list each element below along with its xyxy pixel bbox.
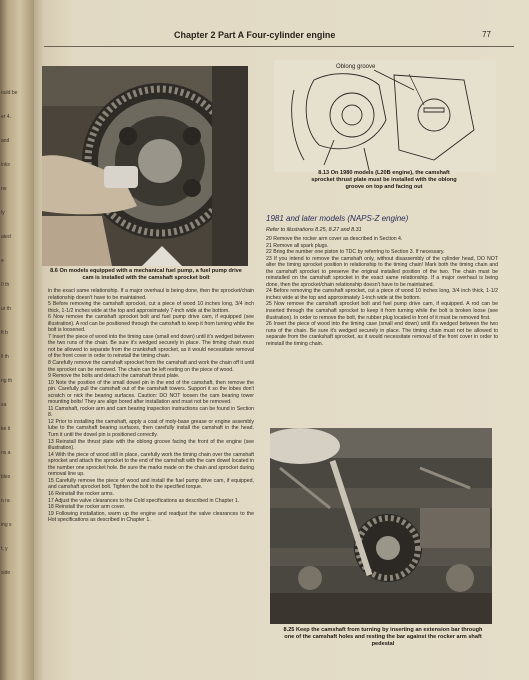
left-page-fragment: inks	[1, 162, 10, 168]
sprocket-photo-illustration	[42, 66, 248, 266]
left-page-fragment: e	[1, 258, 4, 264]
paragraph: 5 Before removing the camshaft sprocket, cut a piece of wood 10 inches long, 3/4 inch thick, 1-1/2 inches wide at the top and approximately 7-inch wide at the bottom.	[48, 301, 254, 314]
adjacent-page-edge	[0, 0, 34, 680]
left-page-fragment: 0 th	[1, 282, 10, 288]
right-column-text	[266, 236, 498, 347]
left-page-fragment: bles	[1, 474, 11, 480]
paragraph: 15 Carefully remove the piece of wood and install the fuel pump drive cam, if equipped, and camshaft sprocket bolt. Tighten the bolt to the specified torque.	[48, 477, 254, 491]
figure-8-13-caption: 8.13 On 1980 models (L20B engine), the camshaft sprocket thrust plate must be installed with the oblong groove on top and facing out	[311, 170, 457, 190]
paragraph: 11 Camshaft, rocker arm and cam bearing inspection instructions can be found in Section 8.	[48, 405, 254, 419]
left-page-fragment: ng th	[1, 378, 13, 384]
left-page-fragment: ould be	[1, 90, 18, 96]
figure-8-25-caption: 8.25 Keep the camshaft from turning by inserting an extension bar through one of the camshaft holes and resting the bar against the rocker arm shaft pedestal	[283, 627, 483, 647]
figure-8-6-photo	[42, 66, 248, 266]
paragraph: 17 Adjust the valve clearances to the Cold specifications as described in Chapter 1.	[48, 497, 240, 504]
paragraph: 14 With the piece of wood still in place, carefully work the timing chain over the camshaft sprocket and attach the sprocket to the end of the camshaft with the cam dowel located in the number one sprocket hole. Be sure the marks made on the chain and sprocket during removal line up.	[48, 451, 254, 478]
figure-8-13-drawing	[274, 60, 496, 172]
paragraph: 25 Now remove the camshaft sprocket bolt and fuel pump drive cam, if equipped. A rod can be inserted through the camshaft sprocket to keep it from turning while the bolt is broken loose (see illustration). In order to remove the bolt, the rubber plug located in front of it must be removed first.	[266, 301, 498, 321]
page-header	[34, 30, 529, 46]
paragraph: 23 If you intend to remove the camshaft only, without disassembly of the cylinder head, DO NOT alter the timing sprocket position in relationship to the timing chain! Mark both the timing chain and the camshaft sprocket to preserve the original installed position of the two. The chain must be reinstalled on the camshaft sprocket in the exact same relationship. If a major overhaul is being done, then the sprocket/chain relationship doesn't have to be maintained.	[266, 255, 498, 288]
paragraph: 6 Now remove the camshaft sprocket bolt and fuel pump drive cam, if equipped (see illustration). A rod can be positioned through the camshaft to keep it from turning while the bolt is loosened.	[48, 314, 254, 334]
left-page-fragment: sa	[1, 402, 7, 408]
paragraph: 12 Prior to installing the camshaft, apply a coat of moly-base grease or engine assembly lube to the camshaft bearing surfaces, then carefully install the camshaft in the head. Turn it until the dowel pin is positioned correctly.	[48, 418, 254, 439]
page-number: 77	[482, 30, 491, 39]
paragraph: in the exact same relationship. If a major overhaul is being done, then the sprocket/chain relationship doesn't have to be maintained.	[48, 288, 254, 301]
left-page-fragment: ly	[1, 210, 5, 216]
left-page-fragment: ur th	[1, 306, 12, 312]
left-page-fragment: ing s	[1, 522, 12, 528]
left-page-fragment: ft b	[1, 330, 8, 336]
paragraph: 9 Remove the bolts and detach the camshaft thrust plate.	[48, 373, 180, 380]
left-page-fragment: er 4.	[1, 114, 12, 120]
paragraph: 22 Bring the number one piston to TDC by referring to Section 3. If necessary.	[266, 249, 445, 256]
left-page-fragment: ke ti	[1, 426, 11, 432]
left-page-fragment: and	[1, 138, 10, 144]
paragraph: 20 Remove the rocker arm cover as described in Section 4.	[266, 236, 403, 242]
figure-8-25-photo	[270, 428, 492, 624]
left-page-fragment: ll th	[1, 354, 9, 360]
manual-page	[34, 0, 529, 680]
left-page-fragment: side	[1, 570, 11, 576]
paragraph: 8 Carefully remove the camshaft sprocket from the camshaft and work the chain off it until the sprocket can be removed. The chain can be left resting on the piece of wood.	[48, 360, 254, 373]
thrust-plate-line-drawing	[274, 60, 496, 172]
paragraph: 13 Reinstall the thrust plate with the oblong groove facing the front of the engine (see illustration).	[48, 438, 254, 452]
left-page-fragment: ne	[1, 186, 7, 192]
section-heading: 1981 and later models (NAPS-Z engine)	[266, 214, 409, 223]
paragraph: 10 Note the position of the small dowel pin in the end of the camshaft, then remove the pin. Carefully pull the camshaft out of the camshaft towers. Support it so the lobes don't scratch or nick the bearing surfaces. Caution: DO NOT loosen the cam bearing tower mounting bolts! They are align bored after installation and must not be removed.	[48, 379, 254, 406]
engine-photo-illustration	[270, 428, 492, 624]
left-page-fragment: n ra	[1, 498, 10, 504]
paragraph: 18 Reinstall the rocker arm cover.	[48, 504, 126, 511]
oblong-groove-callout: Oblong groove	[336, 64, 376, 70]
left-column-text	[48, 288, 254, 524]
paragraph: 24 Before removing the camshaft sprocket, cut a piece of wood 10 inches long, 3/4 inch thick, 1-1/2 inches wide at the top and approximately 1-inch wide at the bottom.	[266, 288, 498, 301]
figure-8-6-caption: 8.6 On models equipped with a mechanical fuel pump, a fuel pump drive cam is installed with the camshaft sprocket bolt	[50, 268, 242, 281]
paragraph: 19 Following installation, warm up the engine and readjust the valve clearances to the Hot specifications as described in Chapter 1.	[48, 510, 254, 524]
illustration-reference: Refer to illustrations 8.25, 8.27 and 8.31	[266, 227, 362, 233]
paragraph: 7 Insert the piece of wood into the timing case (small end down) until it's wedged between the two runs of the chain. Be sure it's wedged securely in place. The timing chain must not be allowed to separate from the crankshaft sprocket, as it would necessitate removal of the front cover in order to reinstall the timing chain.	[48, 333, 254, 360]
left-page-fragment: ated	[1, 234, 11, 240]
paragraph: 16 Reinstall the rocker arms.	[48, 490, 115, 497]
paragraph: 26 Insert the piece of wood into the timing case (small end down) until it's wedged between the two runs of the chain. Be sure it's wedged securely in place. The timing chain must not be allowed to separate from the crankshaft sprocket, as it would necessitate removal of the front cover in order to reinstall the timing chain.	[266, 321, 498, 347]
header-rule	[44, 46, 514, 47]
paragraph: 21 Remove all spark plugs.	[266, 242, 329, 249]
left-page-fragment: ns a	[1, 450, 11, 456]
chapter-title: Chapter 2 Part A Four-cylinder engine	[174, 30, 336, 40]
left-page-fragment: t, y	[1, 546, 8, 552]
